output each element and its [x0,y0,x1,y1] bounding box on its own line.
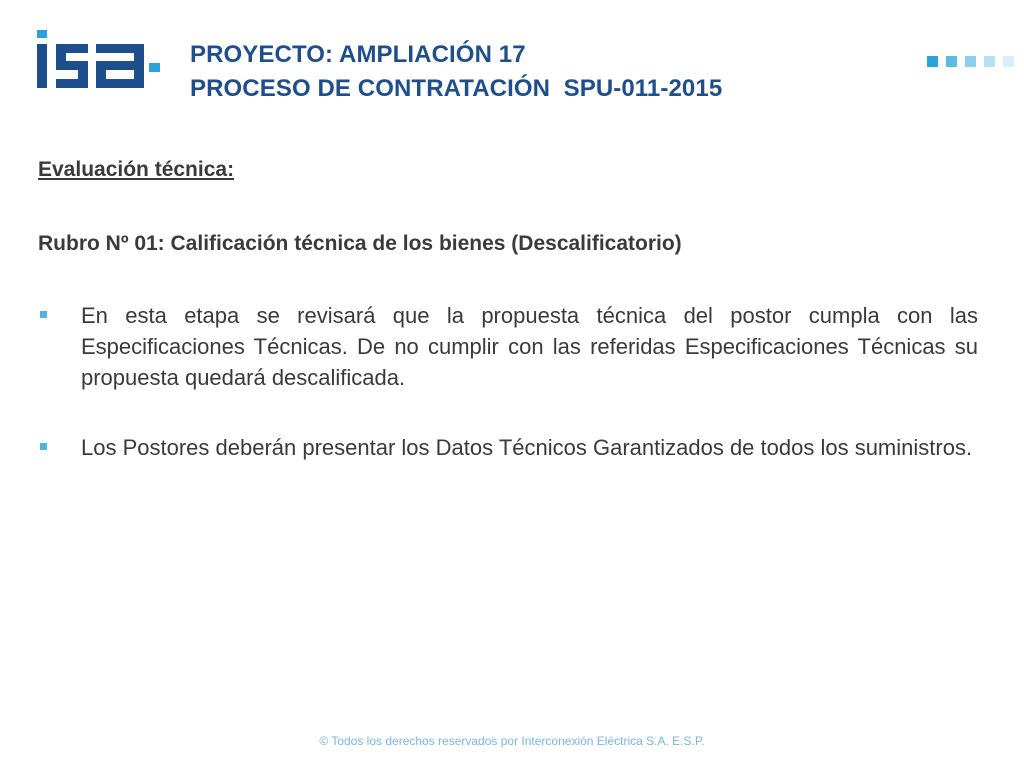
rubro-heading: Rubro Nº 01: Calificación técnica de los bienes (Descalificatorio) [38,232,682,255]
section-heading: Evaluación técnica: [38,158,235,181]
copyright-text: © Todos los derechos reservados por Interconexión Eléctrica S.A. E.S.P. [319,734,705,748]
square-2 [946,56,957,67]
title-line-2: PROCESO DE CONTRATACIÓN SPU-011-2015 [190,75,723,102]
bullet-item [38,432,978,463]
footer-copyright [0,734,1024,748]
bullet-text: En esta etapa se revisará que la propuesta técnica del postor cumpla con las Especificaciones Técnicas. De no cumplir con las referidas Especificaciones Técnicas su propuesta quedará descalificada. [81,303,978,390]
square-1 [927,56,938,67]
square-3 [965,56,976,67]
bullet-text: Los Postores deberán presentar los Datos Técnicos Garantizados de todos los suministros. [81,435,973,460]
bullet-item [38,300,978,393]
slide-content [38,154,978,502]
slide-title [190,38,722,106]
square-5 [1003,56,1014,67]
title-line-1: PROYECTO: AMPLIACIÓN 17 [190,41,526,68]
bullet-list [38,300,978,463]
decorative-squares [927,56,1014,67]
square-bullet-icon [40,443,47,450]
isa-logo [36,30,162,94]
square-4 [984,56,995,67]
square-bullet-icon [40,311,47,318]
